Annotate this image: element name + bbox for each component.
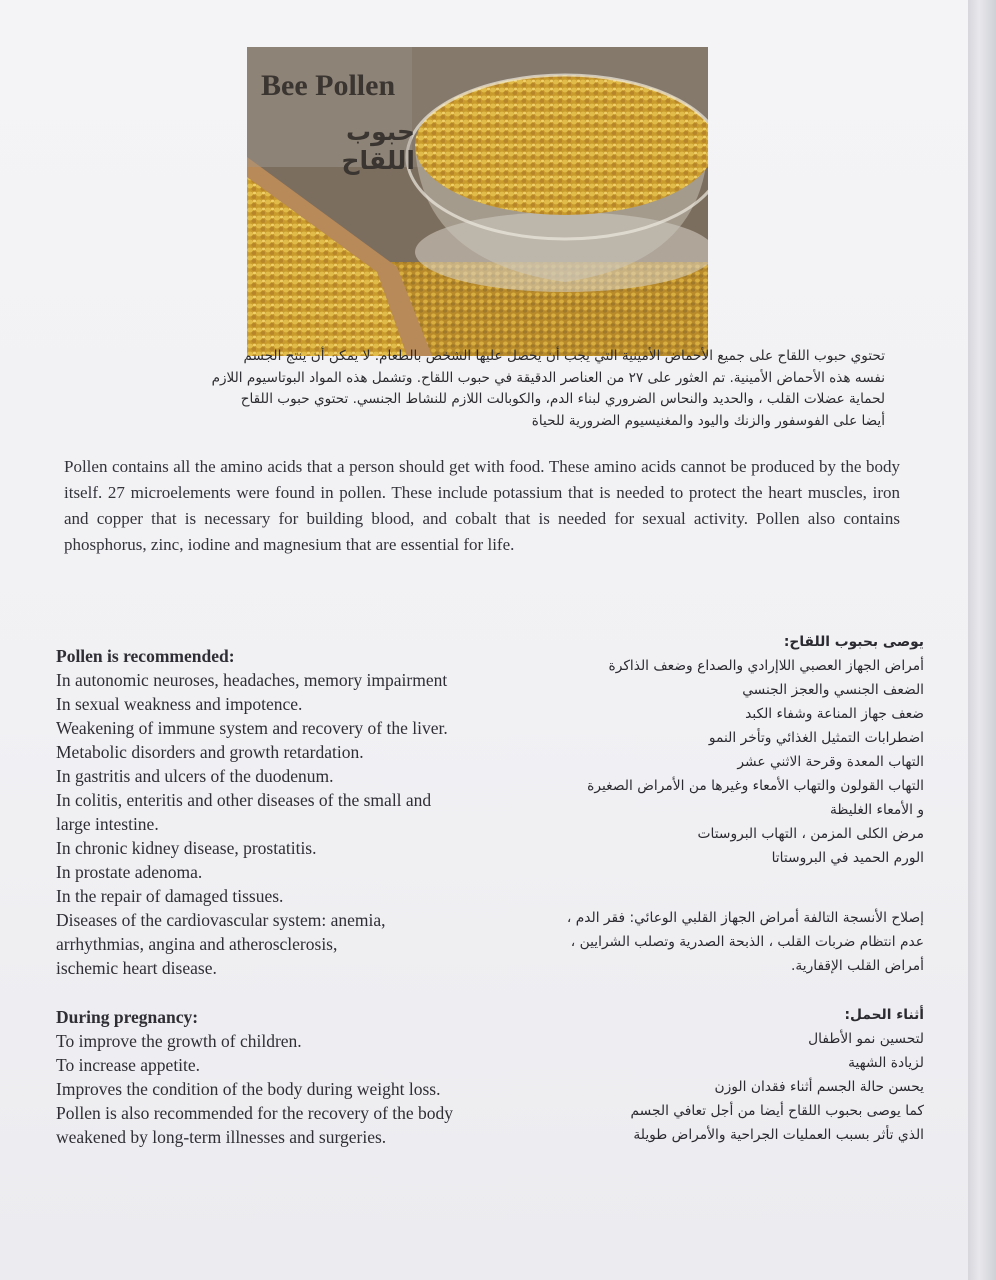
english-intro-paragraph: Pollen contains all the amino acids that a person should get with food. These amino acids cannot be produced by the body itself. 27 microelements were found in pollen. These include potassium that is needed to protect the heart muscles, iron and copper that is necessary for building blood, and cobalt that is needed for sexual activity. Pollen also contains phosphorus, zinc, iodine and magnesium that are essential for life. [64, 457, 900, 554]
list-item: التهاب المعدة وقرحة الاثني عشر [737, 754, 924, 770]
arabic-intro-line: أيضا على الفوسفور والزنك واليود والمغنيسيوم الضرورية للحياة [531, 412, 885, 429]
list-item: اضطرابات التمثيل الغذائي وتأخر النمو [708, 730, 924, 746]
list-item: Diseases of the cardiovascular system: anemia, [56, 910, 386, 930]
list-item: عدم انتظام ضربات القلب ، الذبحة الصدرية وتصلب الشرايين ، [570, 934, 924, 950]
arabic-intro-line: تحتوي حبوب اللقاح على جميع الأحماض الأمينية التي يجب أن يحصل عليها الشخص بالطعام. لا يمكن أن ينتج الجسم [243, 348, 885, 364]
list-item: إصلاح الأنسجة التالفة أمراض الجهاز القلبي الوعائي: فقر الدم ، [566, 910, 924, 926]
list-item: أمراض القلب الإقفارية. [790, 958, 924, 974]
list-item: لتحسين نمو الأطفال [808, 1031, 924, 1047]
recommended-list-arabic [500, 630, 924, 870]
list-item: التهاب القولون والتهاب الأمعاء وغيرها من الأمراض الصغيرة [587, 778, 924, 794]
recommended-heading-arabic: يوصى بحبوب اللقاح: [783, 634, 924, 650]
list-item: و الأمعاء الغليظة [829, 802, 924, 818]
recommended-list-english [56, 644, 526, 980]
list-item: الضعف الجنسي والعجز الجنسي [742, 682, 924, 698]
list-item: Pollen is also recommended for the recovery of the body [56, 1103, 454, 1123]
cardio-list-arabic [500, 906, 924, 978]
list-item: In chronic kidney disease, prostatitis. [56, 838, 317, 858]
list-item: Improves the condition of the body during weight loss. [56, 1079, 441, 1099]
recommended-heading-english: Pollen is recommended: [56, 646, 235, 666]
list-item: Weakening of immune system and recovery of the liver. [56, 718, 448, 738]
list-item: In autonomic neuroses, headaches, memory impairment [56, 670, 448, 690]
page-edge [968, 0, 996, 1280]
list-item: أمراض الجهاز العصبي اللاإرادي والصداع وضعف الذاكرة [608, 658, 924, 674]
list-item: كما يوصى بحبوب اللقاح أيضا من أجل تعافي الجسم [630, 1103, 924, 1119]
bee-pollen-photo [247, 47, 708, 356]
list-item: In prostate adenoma. [56, 862, 203, 882]
list-item: To increase appetite. [56, 1055, 201, 1075]
arabic-intro-paragraph [70, 346, 885, 432]
list-item: ischemic heart disease. [56, 958, 217, 978]
list-item: weakened by long-term illnesses and surgeries. [56, 1127, 387, 1147]
pregnancy-heading-english: During pregnancy: [56, 1007, 199, 1027]
list-item: مرض الكلى المزمن ، التهاب البروستات [697, 826, 924, 842]
list-item: In sexual weakness and impotence. [56, 694, 303, 714]
pregnancy-list-arabic [500, 1003, 924, 1147]
list-item: arrhythmias, angina and atherosclerosis, [56, 934, 338, 954]
list-item: In gastritis and ulcers of the duodenum. [56, 766, 334, 786]
list-item: ضعف جهاز المناعة وشفاء الكبد [745, 706, 924, 722]
arabic-intro-line: لحماية عضلات القلب ، والحديد والنحاس الضروري لبناء الدم، والكوبالت اللازم للنشاط الجنسي. تحتوي حبوب اللقاح [240, 391, 885, 407]
list-item: يحسن حالة الجسم أثناء فقدان الوزن [714, 1079, 924, 1095]
list-item: الذي تأثر بسبب العمليات الجراحية والأمراض طويلة [633, 1127, 924, 1143]
photo-title-english: Bee Pollen [261, 69, 396, 102]
pregnancy-list-english [56, 1005, 526, 1149]
pregnancy-heading-arabic: أثناء الحمل: [844, 1007, 924, 1023]
list-item: الورم الحميد في البروستاتا [771, 850, 924, 866]
arabic-intro-line: نفسه هذه الأحماض الأمينية. تم العثور على ٢٧ من العناصر الدقيقة في حبوب اللقاح. وتشمل هذه المواد البوتاسيوم اللازم [211, 369, 885, 386]
list-item: To improve the growth of children. [56, 1031, 302, 1051]
list-item: لزيادة الشهية [848, 1055, 924, 1071]
list-item: In colitis, enteritis and other diseases of the small and [56, 790, 432, 810]
list-item: large intestine. [56, 814, 159, 834]
list-item: In the repair of damaged tissues. [56, 886, 284, 906]
list-item: Metabolic disorders and growth retardation. [56, 742, 364, 762]
photo-title-arabic: حبوب اللقاح [341, 117, 415, 175]
